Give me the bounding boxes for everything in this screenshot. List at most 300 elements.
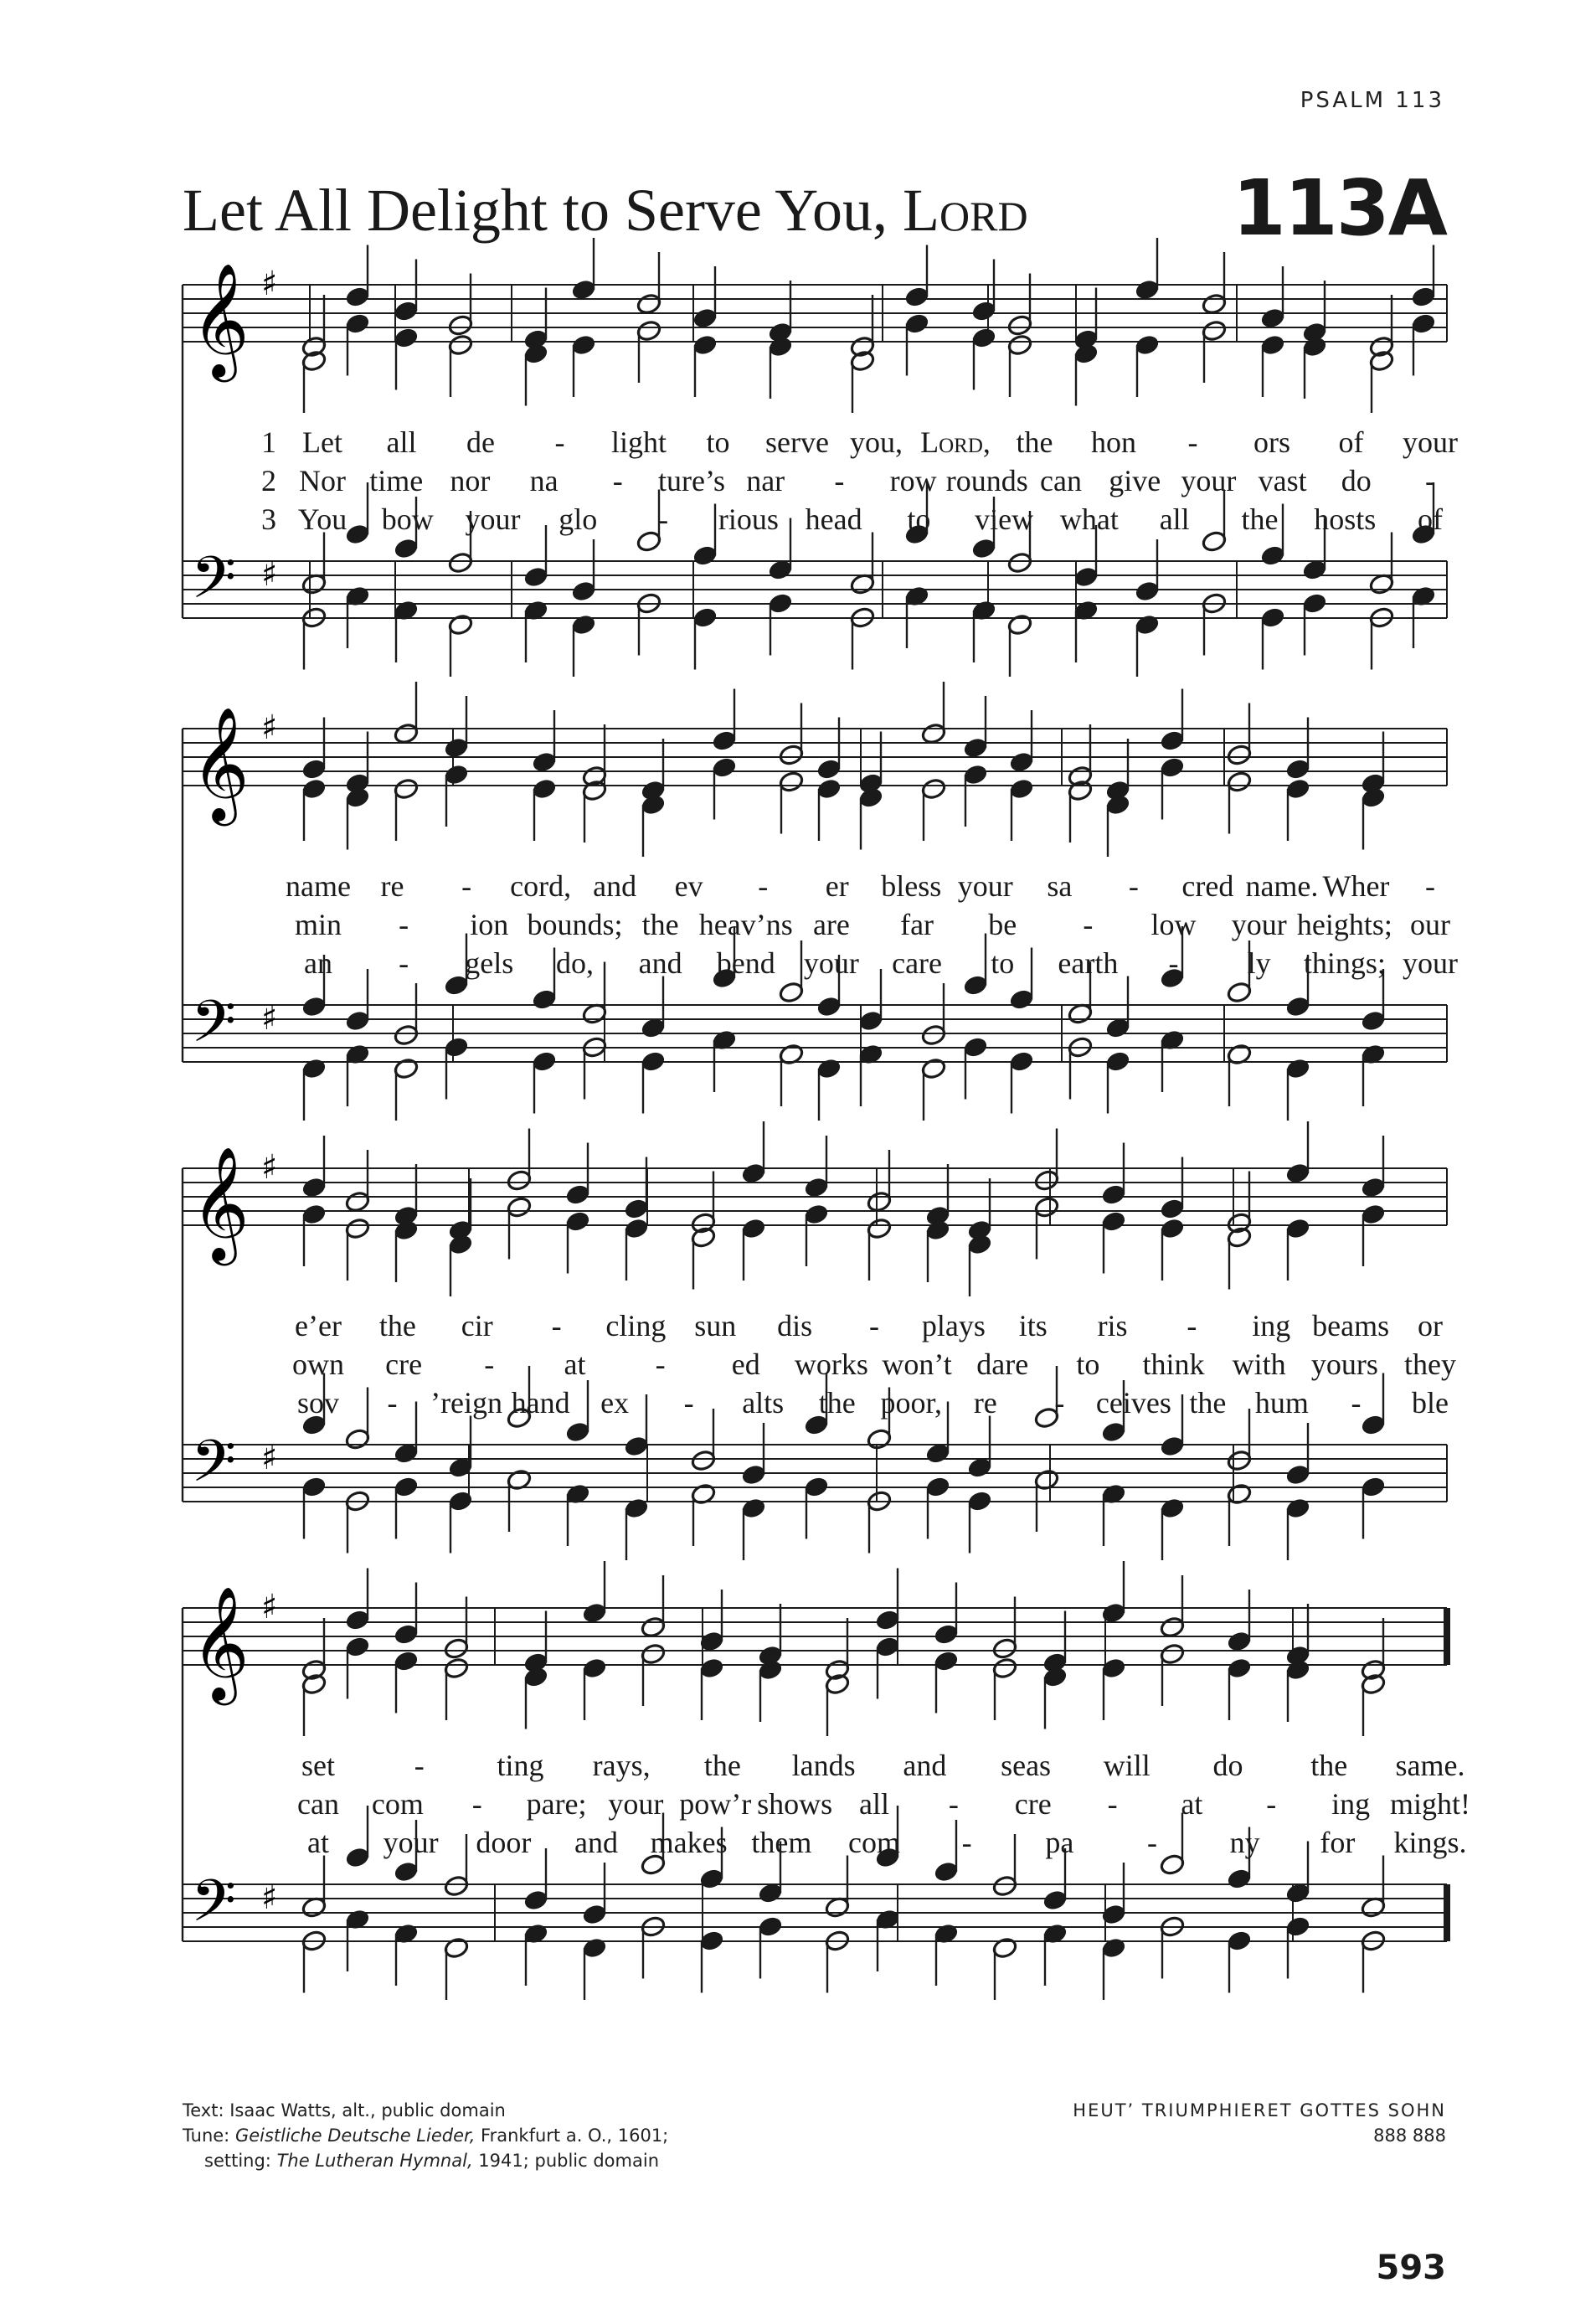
note [640,793,666,857]
note [1100,1657,1126,1720]
note [1301,592,1327,656]
lyric-syllable: time [369,464,424,497]
note [522,343,548,406]
note [1067,724,1093,788]
note [1284,777,1310,841]
note [581,1657,607,1720]
lyric-syllable: serve [765,425,829,459]
lyric-hyphen: - [1187,425,1198,459]
note [301,533,327,596]
note [857,1043,883,1106]
note [393,1219,419,1282]
lyric-syllable: cre [385,1348,423,1381]
note [924,1476,950,1539]
note [447,333,473,397]
lyric-syllable: are [812,908,850,941]
note [393,260,419,323]
lyric-syllable: ris [1097,1309,1128,1342]
lyric-syllable: to [907,502,931,536]
lyric-syllable: your [803,946,859,980]
bass-clef-icon: 𝄢 [191,987,237,1069]
note [623,1217,649,1281]
note [903,245,929,309]
verse-number: 3 [261,502,276,536]
treble-staff [183,285,1447,342]
note [636,592,661,656]
note [1259,266,1285,330]
lyric-syllable: they [1404,1348,1456,1381]
lyric-syllable: ed [731,1348,760,1381]
lyric-syllable: and [903,1749,947,1782]
note [443,763,469,827]
note [344,786,370,850]
note [1360,1856,1386,1919]
note [692,266,718,330]
lyric-syllable: Let [302,425,342,459]
lyric-syllable: kings. [1393,1826,1467,1859]
lyric-syllable: can [297,1787,339,1821]
lyric-hyphen: - [387,1386,398,1420]
note [344,1569,370,1632]
note [522,1666,548,1729]
bass-staff [183,561,1447,618]
tune-credit-source: Geistliche Deutsche Lieder, [234,2126,476,2146]
note [1284,1915,1310,1979]
lyric-syllable: hon [1091,425,1136,459]
lyric-syllable: at [1181,1787,1203,1821]
note [301,1672,327,1736]
note [640,739,666,802]
note [1159,689,1185,753]
lyric-syllable: ny [1229,1826,1260,1859]
note [301,1203,327,1266]
note [581,1561,607,1625]
note [1226,1226,1252,1290]
lyric-syllable: er [825,869,849,903]
bass-clef-icon: 𝄢 [191,544,237,626]
tune-credit-prefix: Tune: [183,2126,235,2146]
lyric-syllable: the [1241,502,1279,536]
note [393,682,419,745]
hymn-title-smallcaps: Lord [903,177,1028,244]
lyric-syllable: ev [674,869,703,903]
lyric-syllable: your [465,502,521,536]
note [344,1150,370,1214]
lyric-syllable: bounds; [527,908,623,941]
lyric-syllable: the [1016,425,1053,459]
note [640,1642,666,1706]
lyric-syllable: min [294,908,342,941]
lyric-syllable: beams [1312,1309,1390,1342]
note [1073,288,1099,352]
lyric-hyphen: - [655,1348,666,1381]
lyric-syllable: You [297,502,347,536]
lyric-syllable: cred [1181,869,1234,903]
lyric-hyphen: - [461,869,472,903]
note [1410,585,1436,648]
note [443,1036,469,1100]
lyric-hyphen: - [1187,1309,1197,1342]
lyric-syllable: lands [791,1749,856,1782]
note [636,252,661,316]
lyric-hyphen: - [484,1348,495,1381]
verse-number: 1 [261,425,276,459]
lyric-syllable: care [892,946,943,980]
lyric-syllable: ceives [1095,1386,1171,1420]
note [564,1210,590,1274]
note [874,1569,900,1632]
sharp-icon: ♯ [261,1878,278,1917]
lyric-hyphen: - [961,1826,972,1859]
note [393,1922,419,1986]
treble-clef-icon: 𝄞 [191,705,250,821]
lyric-syllable: be [988,908,1017,941]
note [757,1604,783,1667]
note [970,599,996,662]
lyric-syllable: ex [600,1386,630,1420]
lyric-syllable: to [991,946,1015,980]
note [803,1203,829,1266]
note [623,1157,649,1221]
note [447,1233,473,1296]
note [1159,1157,1185,1221]
lyric-syllable: hand [511,1386,570,1420]
lyric-syllable: seas [1001,1749,1052,1782]
note [924,1219,950,1282]
lyric-syllable: alts [742,1386,785,1420]
lyrics-system-2-verse-2 [0,905,1570,944]
note [344,245,370,309]
lyric-syllable: for [1320,1826,1356,1859]
note [301,1930,327,1993]
lyric-syllable: at [564,1348,586,1381]
lyric-syllable: with [1232,1348,1286,1381]
lyric-syllable: all [859,1787,889,1821]
lyrics-system-1-verse-3 [0,500,1570,538]
note [692,333,718,397]
bass-clef-icon: 𝄢 [191,1427,237,1509]
lyric-syllable: your [1403,946,1458,980]
note [874,1908,900,1971]
setting-source: The Lutheran Hymnal, [276,2151,473,2171]
sharp-icon: ♯ [261,265,278,303]
note [1006,333,1032,397]
sharp-icon: ♯ [261,1588,278,1626]
credits [183,2098,668,2173]
note [1226,770,1252,834]
sharp-icon: ♯ [261,999,278,1038]
note [903,585,929,648]
lyric-syllable: hosts [1314,502,1377,536]
note [1159,1575,1185,1639]
lyric-syllable: works [794,1348,868,1381]
treble-clef-icon: 𝄞 [191,261,250,377]
note [640,1575,666,1639]
lyric-syllable: name [286,869,351,903]
lyric-syllable: pare; [526,1787,587,1821]
lyric-syllable: Lord, [920,425,991,459]
lyric-syllable: glo [559,502,598,536]
lyric-syllable: light [610,425,667,459]
note [1410,245,1436,309]
lyric-syllable: ’reign [430,1386,503,1420]
note [970,327,996,390]
note [690,1482,716,1546]
hymn-number: 113A [1232,163,1446,253]
note [1226,1930,1252,1993]
note [1226,1043,1252,1106]
lyric-hyphen: - [658,502,669,536]
note [1301,281,1327,344]
lyrics-system-1-verse-1 [0,423,1570,461]
note [581,724,607,788]
note [1100,1482,1126,1546]
note [1226,1482,1252,1546]
lyric-hyphen: - [1351,1386,1362,1420]
note [1410,312,1436,376]
treble-clef-icon: 𝄞 [191,1145,250,1260]
lyrics-system-2-verse-3 [0,944,1570,982]
lyric-syllable: set [301,1749,335,1782]
note [564,1143,590,1207]
note [849,606,875,670]
lyric-syllable: com [371,1787,424,1821]
note [570,333,596,397]
lyric-syllable: sun [694,1309,737,1342]
note [1104,793,1130,857]
note [966,1233,992,1296]
note [924,1164,950,1228]
lyric-syllable: vast [1258,464,1307,497]
note [301,777,327,841]
note [866,1150,892,1214]
note [920,777,946,841]
lyric-hyphen: - [1083,908,1094,941]
lyric-syllable: ion [470,908,509,941]
note [857,786,883,850]
note [1360,1672,1386,1736]
lyric-hyphen: - [414,1749,425,1782]
lyric-syllable: the [378,1309,416,1342]
lyric-syllable: do [1341,464,1372,497]
sharp-icon: ♯ [261,1439,278,1477]
note [1284,1658,1310,1722]
lyrics-system-4-verse-1 [0,1746,1570,1785]
note [824,1618,850,1682]
note [740,1121,766,1185]
note [962,763,988,827]
note [740,1423,766,1487]
note [1042,1666,1068,1729]
note [933,1650,959,1713]
note [1134,238,1160,301]
lyric-syllable: all [386,425,417,459]
lyric-syllable: e’er [295,1309,342,1342]
lyric-syllable: will [1103,1749,1150,1782]
lyric-syllable: give [1109,464,1161,497]
lyric-syllable: ting [497,1749,544,1782]
lyric-syllable: nor [450,464,491,497]
note [903,312,929,376]
note [1104,739,1130,802]
lyric-syllable: yours [1310,1348,1378,1381]
lyric-syllable: ly [1247,946,1271,980]
lyrics-system-4-verse-2 [0,1785,1570,1823]
note [522,1611,548,1675]
note [393,599,419,662]
lyric-syllable: earth [1058,946,1119,980]
note [301,718,327,781]
note [301,349,327,413]
note [344,732,370,796]
text-credit: Text: Isaac Watts, alt., public domain [183,2100,506,2120]
note [849,349,875,413]
lyric-syllable: hum [1254,1386,1309,1420]
lyric-syllable: Wher [1322,869,1390,903]
note [933,1583,959,1646]
note [393,1583,419,1646]
note [711,756,737,820]
lyric-hyphen: - [1425,464,1435,497]
lyric-hyphen: - [1107,1787,1118,1821]
lyric-syllable: you, [850,425,903,459]
note [443,1936,469,2000]
note [1201,592,1227,656]
note [570,539,596,603]
note [970,260,996,323]
note [531,777,557,841]
note [581,1936,607,2000]
note [1073,343,1099,406]
lyric-syllable: or [1418,1309,1443,1342]
lyric-syllable: poor, [880,1386,943,1420]
lyric-syllable: of [1418,502,1443,536]
note [1259,333,1285,397]
lyric-syllable: com [848,1826,900,1859]
bass-clef-icon: 𝄢 [191,1867,237,1949]
lyric-syllable: cre [1014,1787,1052,1821]
hymn-title-main: Let All Delight to Serve You, [183,177,903,244]
note [1033,1196,1059,1260]
note [1067,779,1093,843]
lyric-syllable: rounds [945,464,1028,497]
note [1159,1217,1185,1281]
lyric-syllable: ing [1331,1787,1371,1821]
note [393,1650,419,1713]
lyric-syllable: your [1181,464,1237,497]
note [1067,1036,1093,1100]
note [1368,349,1394,413]
note [1360,1203,1386,1266]
lyric-syllable: shows [757,1787,833,1821]
note [1368,533,1394,596]
lyric-syllable: door [476,1826,532,1859]
note [991,1657,1017,1720]
lyric-syllable: dis [777,1309,813,1342]
lyric-syllable: all [1159,502,1190,536]
note [1042,1611,1068,1675]
lyric-syllable: to [1076,1348,1100,1381]
note [581,1036,607,1100]
note [1284,1217,1310,1281]
note [581,1863,607,1926]
note [640,1915,666,1979]
lyric-syllable: an [304,946,332,980]
note [344,585,370,648]
note [857,732,883,796]
lyrics-system-3-verse-3 [0,1384,1570,1422]
note [301,1856,327,1919]
lyric-syllable: own [292,1348,344,1381]
lyric-syllable: and [574,1826,618,1859]
note [966,1178,992,1242]
lyric-syllable: ors [1253,425,1290,459]
lyric-hyphen: - [399,908,409,941]
tune-credit-place: Frankfurt a. O., 1601; [475,2126,669,2146]
lyric-hyphen: - [471,1787,482,1821]
note [767,592,793,656]
lyric-hyphen: - [551,1309,562,1342]
bass-staff [183,1005,1447,1062]
note [1259,606,1285,670]
note [991,1936,1017,2000]
lyric-syllable: cling [605,1309,667,1342]
lyric-hyphen: - [869,1309,879,1342]
note [711,1028,737,1092]
lyric-syllable: do [1212,1749,1243,1782]
note [301,1476,327,1539]
lyric-syllable: our [1410,908,1450,941]
lyric-syllable: plays [921,1309,986,1342]
lyric-hyphen: - [834,464,845,497]
lyric-syllable: the [818,1386,856,1420]
lyric-syllable: bow [381,502,434,536]
lyric-syllable: na [529,464,559,497]
lyric-hyphen: - [758,869,769,903]
lyric-syllable: bless [881,869,942,903]
lyric-hyphen: - [1168,946,1179,980]
lyric-hyphen: - [399,946,409,980]
sharp-icon: ♯ [261,1148,278,1187]
lyric-hyphen: - [1266,1787,1277,1821]
lyric-syllable: rays, [592,1749,651,1782]
note [690,1226,716,1290]
lyric-syllable: things; [1303,946,1386,980]
note [767,335,793,399]
lyric-syllable: re [380,869,404,903]
lyric-syllable: sov [296,1386,340,1420]
note [1201,252,1227,316]
note [393,983,419,1047]
note [816,718,842,781]
note [778,1043,804,1106]
note [1226,1590,1252,1653]
lyric-hyphen: - [1425,869,1435,903]
lyric-syllable: do, [555,946,594,980]
lyric-syllable: your [608,1787,664,1821]
lyric-syllable: ble [1412,1386,1449,1420]
note [344,1043,370,1106]
note [966,1416,992,1480]
sharp-icon: ♯ [261,555,278,594]
lyrics-system-1-verse-2 [0,461,1570,500]
note [1360,732,1386,796]
lyrics-system-3-verse-2 [0,1345,1570,1384]
note [824,1930,850,1993]
note [344,1636,370,1699]
note [564,1482,590,1546]
note [933,1922,959,1986]
